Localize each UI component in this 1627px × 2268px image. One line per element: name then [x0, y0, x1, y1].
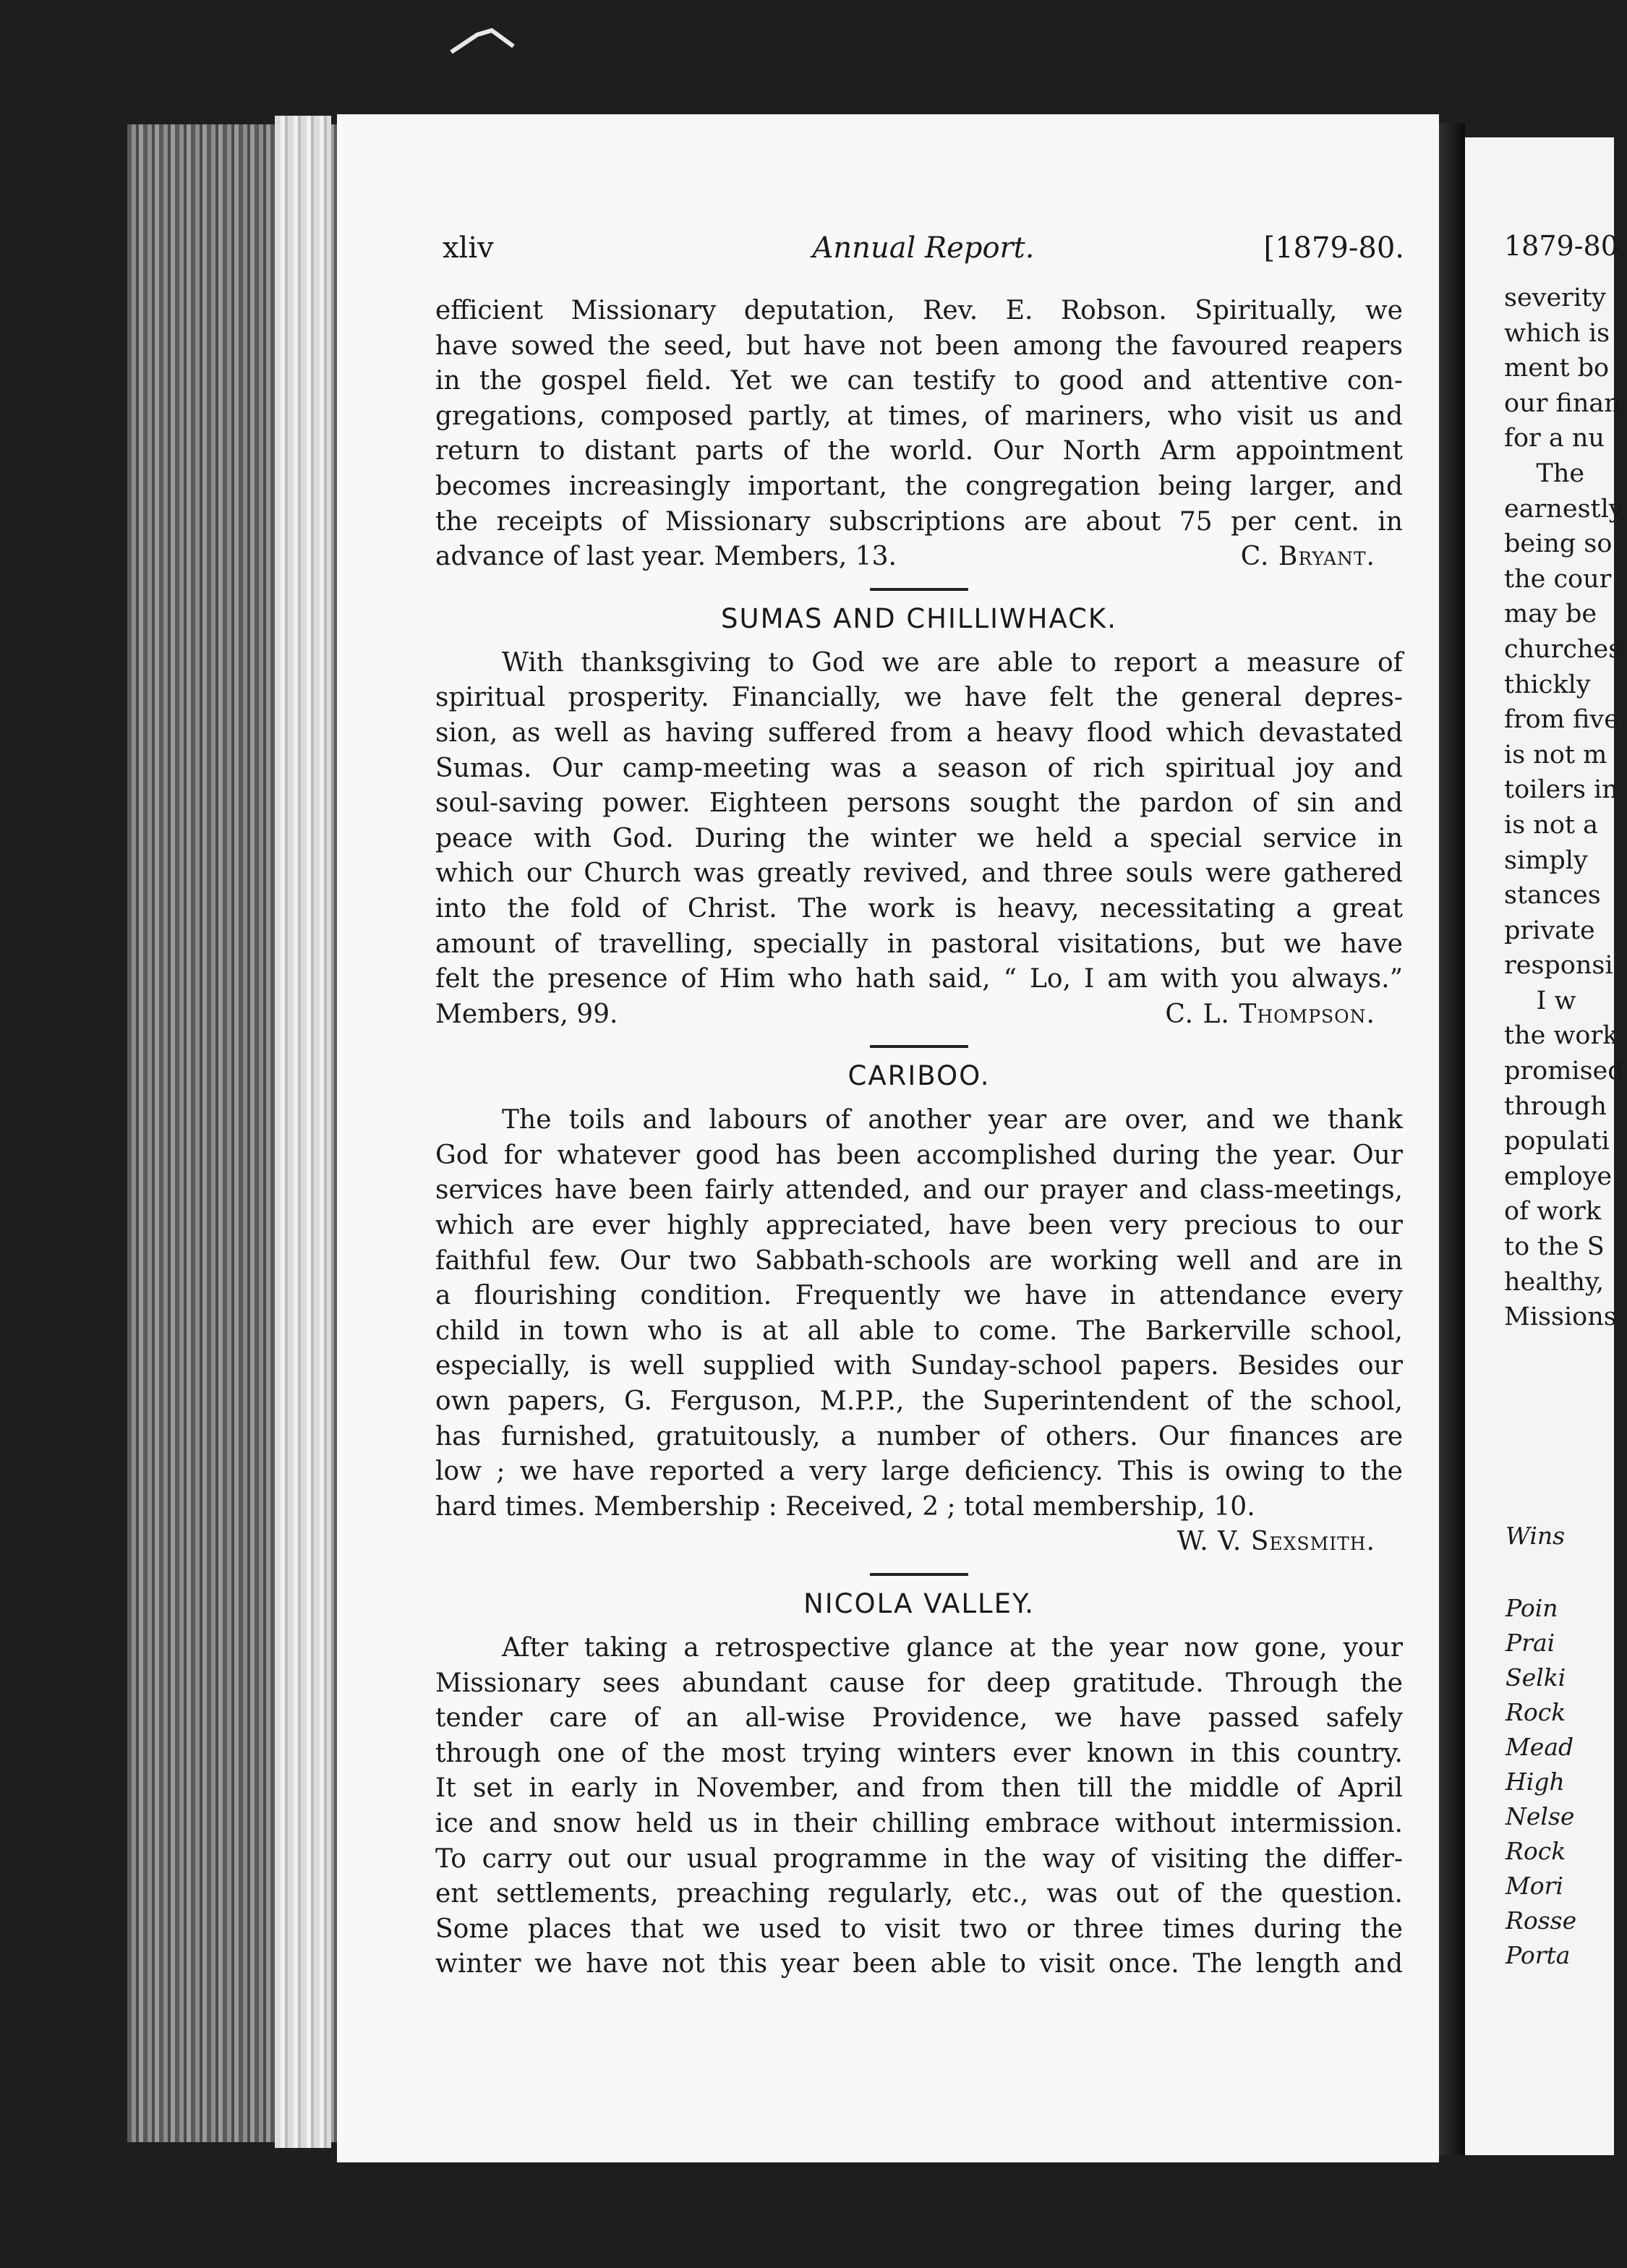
- right-page-line: may be: [1504, 600, 1597, 629]
- right-page-line: for a nu: [1504, 424, 1605, 453]
- text-line: efficient Missionary deputation, Rev. E. Robson. Spiritually, we: [435, 296, 1403, 325]
- right-page-list-item: Poin: [1506, 1594, 1558, 1622]
- section-heading: CARIBOO.: [847, 1060, 991, 1092]
- text-line: tender care of an all-wise Providence, we have passed safely: [435, 1703, 1403, 1734]
- text-line: low ; we have reported a very large deficiency. This is owing to the: [435, 1457, 1403, 1487]
- right-page-line: promised: [1504, 1057, 1624, 1086]
- right-page-list-item: Selki: [1506, 1663, 1566, 1692]
- book-gutter: [1439, 123, 1465, 2155]
- text-line: It set in early in November, and from then till the middle of April: [435, 1773, 1403, 1804]
- section-heading: SUMAS AND CHILLIWHACK.: [721, 602, 1117, 634]
- right-page-list-item: Rosse: [1506, 1906, 1577, 1935]
- text-line: becomes increasingly important, the congregation being larger, and: [435, 471, 1403, 501]
- intro-paragraph: [435, 294, 1403, 575]
- right-page-line: I w: [1504, 986, 1576, 1015]
- text-line: which are ever highly appreciated, have been very precious to our: [435, 1211, 1403, 1241]
- closing-line: [435, 540, 1403, 575]
- text-line: Missionary sees abundant cause for deep gratitude. Through the: [435, 1668, 1403, 1698]
- running-title: Annual Report.: [812, 231, 1035, 265]
- text-line: gregations, composed partly, at times, of mariners, who visit us and: [435, 401, 1403, 431]
- section-rule: [870, 588, 968, 591]
- section-rule: [870, 1045, 968, 1048]
- right-page-line: healthy,: [1504, 1267, 1605, 1297]
- text-line: has furnished, gratuitously, a number of others. Our finances are: [435, 1421, 1403, 1451]
- text-line: child in town who is at all able to come. The Barkerville school,: [435, 1316, 1403, 1346]
- signature: W. V. Sexsmith.: [1177, 1527, 1375, 1557]
- text-line: a flourishing condition. Frequently we have in attendance every: [435, 1281, 1403, 1311]
- right-page-italic-heading: Wins: [1506, 1522, 1566, 1550]
- right-page-line: is not a: [1504, 810, 1598, 840]
- text-line: With thanksgiving to God we are able to report a measure of: [502, 647, 1403, 678]
- text-line: ent settlements, preaching regularly, etc., was out of the question.: [435, 1879, 1403, 1909]
- right-page-list-item: Prai: [1506, 1629, 1555, 1657]
- right-page-list-item: Mori: [1506, 1872, 1563, 1900]
- text-line: To carry out our usual programme in the way of visiting the differ-: [435, 1843, 1403, 1874]
- members-count: Members, 99.: [435, 999, 618, 1029]
- page-stack-edge: [275, 116, 331, 2148]
- section-heading: NICOLA VALLEY.: [803, 1588, 1035, 1619]
- right-page-list-item: Mead: [1506, 1733, 1574, 1761]
- closing-line: [435, 997, 1403, 1033]
- text-line: After taking a retrospective glance at the year now gone, your: [502, 1633, 1403, 1663]
- right-page-line: thickly: [1504, 670, 1591, 699]
- text-line: amount of travelling, specially in pastoral visitations, but we have: [435, 929, 1403, 959]
- section-cariboo: [435, 1058, 1403, 1560]
- text-line: hard times. Membership : Received, 2 ; total membership, 10.: [435, 1491, 1255, 1522]
- signature: C. Bryant.: [1240, 542, 1375, 572]
- right-page-list-item: High: [1506, 1768, 1565, 1796]
- page-body: [435, 294, 1403, 1982]
- section-rule: [870, 1573, 968, 1576]
- section-nicola: [435, 1586, 1403, 1982]
- text-line: peace with God. During the winter we held a special service in: [435, 823, 1403, 853]
- right-page-line: which is: [1504, 318, 1610, 348]
- text-line: the receipts of Missionary subscriptions are about 75 per cent. in: [435, 506, 1403, 537]
- right-page-line: of work: [1504, 1197, 1602, 1227]
- members-count: advance of last year. Members, 13.: [435, 542, 897, 572]
- right-page-line: from five: [1504, 705, 1619, 735]
- text-line: have sowed the seed, but have not been among the favoured reapers: [435, 331, 1403, 361]
- right-page-line: the work: [1504, 1021, 1618, 1051]
- text-line: Some places that we used to visit two or three times during the: [435, 1914, 1403, 1944]
- right-page-line: stances: [1504, 881, 1601, 911]
- right-page-line: ment bo: [1504, 354, 1610, 383]
- text-line: felt the presence of Him who hath said, “ Lo, I am with you always.”: [435, 964, 1403, 994]
- text-line: in the gospel field. Yet we can testify to good and attentive con-: [435, 366, 1403, 396]
- right-page-line: private: [1504, 916, 1595, 945]
- right-page-line: churches: [1504, 634, 1622, 664]
- text-line: soul-saving power. Eighteen persons sought the pardon of sin and: [435, 788, 1403, 819]
- text-line: services have been fairly attended, and our prayer and class-meetings,: [435, 1175, 1403, 1206]
- right-page-line: severity: [1504, 284, 1606, 312]
- scan-mark-icon: [448, 26, 528, 55]
- text-line: especially, is well supplied with Sunday-school papers. Besides our: [435, 1351, 1403, 1381]
- right-page-line: Missions: [1504, 1303, 1617, 1332]
- right-page-line: being so: [1504, 529, 1613, 559]
- section-sumas: [435, 601, 1403, 1033]
- right-page-line: to the S: [1504, 1232, 1605, 1262]
- header-year: [1879-80.: [1263, 231, 1404, 265]
- text-line: God for whatever good has been accomplished during the year. Our: [435, 1140, 1403, 1170]
- right-page-list-item: Porta: [1506, 1941, 1571, 1969]
- right-page-line: employe: [1504, 1161, 1613, 1191]
- text-line: ice and snow held us in their chilling embrace without intermission.: [435, 1808, 1403, 1838]
- right-page-line: earnestly: [1504, 494, 1623, 524]
- right-page-line: the cour: [1504, 564, 1612, 594]
- text-line: through one of the most trying winters ever known in this country.: [435, 1738, 1403, 1768]
- right-page-line: simply: [1504, 845, 1588, 875]
- text-line: faithful few. Our two Sabbath-schools are working well and are in: [435, 1245, 1403, 1276]
- right-page-line: The: [1504, 459, 1585, 488]
- right-page-line: through: [1504, 1091, 1607, 1121]
- signature-line: [435, 1525, 1403, 1560]
- right-page: [1465, 137, 1627, 2155]
- right-page-line: is not m: [1504, 740, 1607, 770]
- right-page-list: [1506, 1519, 1576, 1973]
- right-page-list-item: Nelse: [1506, 1802, 1575, 1830]
- right-page-list-item: Rock: [1506, 1698, 1566, 1726]
- right-page-line: responsi: [1504, 951, 1613, 981]
- right-page-text: [1504, 281, 1624, 1335]
- right-page-list-item: Rock: [1506, 1837, 1566, 1865]
- text-line: spiritual prosperity. Financially, we have felt the general depres-: [435, 683, 1403, 713]
- right-page-line: our finan: [1504, 388, 1620, 418]
- text-line: Sumas. Our camp-meeting was a season of rich spiritual joy and: [435, 753, 1403, 783]
- right-page-header: 1879-80.: [1504, 230, 1627, 262]
- text-line: sion, as well as having suffered from a heavy flood which devastated: [435, 717, 1403, 748]
- running-header: [443, 231, 1404, 275]
- text-line: into the fold of Christ. The work is heavy, necessitating a great: [435, 893, 1403, 924]
- signature: C. L. Thompson.: [1165, 999, 1375, 1029]
- right-page-line: populati: [1504, 1127, 1610, 1156]
- page-number: xliv: [443, 231, 494, 265]
- text-line: The toils and labours of another year are over, and we thank: [502, 1105, 1403, 1135]
- text-line: return to distant parts of the world. Our North Arm appointment: [435, 436, 1403, 466]
- text-line: which our Church was greatly revived, and three souls were gathered: [435, 858, 1403, 889]
- text-line: winter we have not this year been able to visit once. The length and: [435, 1949, 1403, 1979]
- text-line: own papers, G. Ferguson, M.P.P., the Superintendent of the school,: [435, 1386, 1403, 1417]
- right-page-line: toilers in: [1504, 775, 1618, 805]
